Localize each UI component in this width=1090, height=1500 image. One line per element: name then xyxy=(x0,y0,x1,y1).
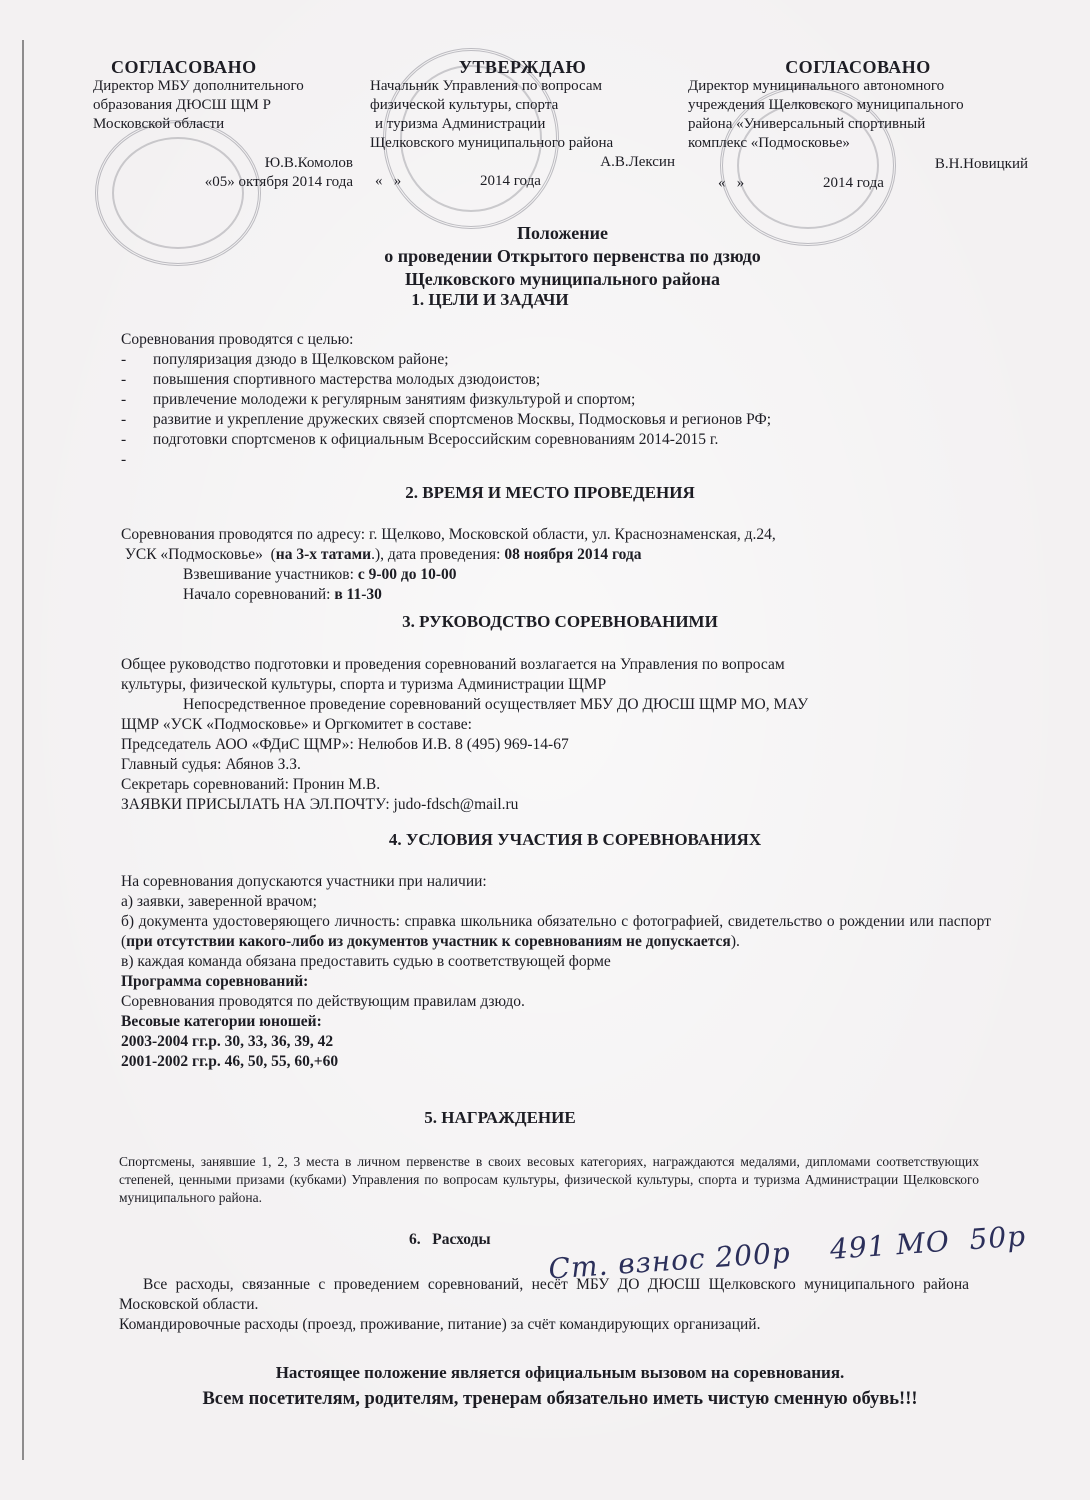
approval-center-line: Щелковского муниципального района xyxy=(370,135,614,151)
page-edge-line xyxy=(22,40,24,1460)
secretary-line: Секретарь соревнований: Пронин М.В. xyxy=(121,776,381,793)
expenses-line: Командировочные расходы (проезд, проживание, питание) за счёт командирующих организаций. xyxy=(119,1316,761,1333)
goal-item xyxy=(121,450,1001,470)
section-6-heading: 6. Расходы xyxy=(409,1231,491,1248)
approval-right-name: В.Н.Новицкий xyxy=(934,156,1028,172)
approval-center-line: Начальник Управления по вопросам xyxy=(370,78,603,94)
goal-item: - привлечение молодежи к регулярным занятиям физкультурой и спортом; xyxy=(121,390,1001,410)
docs-text: б) документа удостоверяющего личность: справка школьника обязательно с фотографией, свидетельство о рождении или паспорт ( xyxy=(121,913,991,950)
handwritten-fee-note: Ст. взнос 200р 491 МО 50р xyxy=(547,1219,1028,1286)
section-1-heading: 1. ЦЕЛИ И ЗАДАЧИ xyxy=(411,290,569,309)
approval-right-date: « » 2014 года xyxy=(718,175,884,191)
approval-center-name: А.В.Лексин xyxy=(600,154,675,170)
participation-line: а) заявки, заверенной врачом; xyxy=(121,893,317,910)
title-line-2: о проведении Открытого первенства по дзюдо xyxy=(384,246,761,266)
section-2-heading: 2. ВРЕМЯ И МЕСТО ПРОВЕДЕНИЯ xyxy=(405,483,695,502)
start-label: Начало соревнований: xyxy=(183,586,335,603)
section-3-heading: 3. РУКОВОДСТВО СОРЕВНОВАНИМИ xyxy=(402,612,718,631)
section-5-heading: 5. НАГРАЖДЕНИЕ xyxy=(424,1108,576,1127)
weigh-in-time: с 9-00 до 10-00 xyxy=(357,566,457,583)
participation-line: в) каждая команда обязана предоставить судью в соответствующей форме xyxy=(121,953,611,970)
goal-item: - развитие и укрепление дружеских связей спортсменов Москвы, Подмосковья и регионов РФ; xyxy=(121,410,1001,430)
weights-line: 2001-2002 гг.р. 46, 50, 55, 60,+60 xyxy=(121,1053,339,1070)
approval-center xyxy=(370,58,675,191)
weights-title: Весовые категории юношей: xyxy=(121,1013,322,1030)
approval-right-line: района «Универсальный спортивный xyxy=(688,116,926,132)
approval-right-line: комплекс «Подмосковье» xyxy=(688,135,850,151)
participation-line: На соревнования допускаются участники при наличии: xyxy=(121,873,487,890)
participation-docs xyxy=(121,912,991,952)
section-3-body xyxy=(121,655,1021,815)
approval-left-line: Московской области xyxy=(93,116,225,132)
footer-official-call: Настоящее положение является официальным вызовом на соревнования. xyxy=(275,1363,845,1382)
venue-line xyxy=(121,545,1021,565)
start-time: в 11-30 xyxy=(334,586,382,603)
footer-shoes-notice: Всем посетителям, родителям, тренерам обязательно иметь чистую сменную обувь!!! xyxy=(202,1389,918,1409)
approval-left-title: СОГЛАСОВАНО xyxy=(111,57,257,77)
program-title: Программа соревнований: xyxy=(121,973,309,990)
docs-warning: при отсутствии какого-либо из документов участник к соревнованиям не допускается xyxy=(126,933,731,950)
section-1-intro: Соревнования проводятся с целью: xyxy=(121,331,354,348)
weights-line: 2003-2004 гг.р. 30, 33, 36, 39, 42 xyxy=(121,1033,334,1050)
approval-right xyxy=(688,58,1028,193)
management-line: Непосредственное проведение соревнований осуществляет МБУ ДО ДЮСШ ЩМР МО, МАУ xyxy=(183,696,809,713)
document-title xyxy=(200,222,900,291)
approval-right-line: Директор муниципального автономного xyxy=(688,78,945,94)
goal-item: - популяризация дзюдо в Щелковском районе; xyxy=(121,350,1001,370)
approval-center-date: « » 2014 года xyxy=(375,173,541,189)
expenses-line: Все расходы, связанные с проведением соревнований, несёт МБУ ДО ДЮСШ Щелковского муниципального района Московской области. xyxy=(119,1276,969,1313)
approval-right-title: СОГЛАСОВАНО xyxy=(785,57,931,77)
goal-item: - подготовки спортсменов к официальным Всероссийским соревнованиям 2014-2015 г. xyxy=(121,430,1001,450)
title-line-3: Щелковского муниципального района xyxy=(404,269,721,289)
section-1-body xyxy=(121,330,1001,470)
chief-judge-line: Главный судья: Абянов З.З. xyxy=(121,756,301,773)
approval-center-title: УТВЕРЖДАЮ xyxy=(458,57,587,77)
management-line: культуры, физической культуры, спорта и туризма Администрации ЩМР xyxy=(121,676,607,693)
email-line: ЗАЯВКИ ПРИСЫЛАТЬ НА ЭЛ.ПОЧТУ: judo-fdsch@mail.ru xyxy=(121,796,519,813)
approval-left-date: «05» октября 2014 года xyxy=(204,174,353,190)
goals-list xyxy=(121,350,1001,470)
approval-center-line: и туризма Администрации xyxy=(375,116,546,132)
approval-left-line: образования ДЮСШ ЩМ Р xyxy=(93,97,271,113)
section-4-heading: 4. УСЛОВИЯ УЧАСТИЯ В СОРЕВНОВАНИЯХ xyxy=(388,830,762,849)
section-5-body: Спортсмены, занявшие 1, 2, 3 места в личном первенстве в своих весовых категориях, награждаются медалями, дипломами соответствующих степеней, ценными призами (кубками) Управления по вопросам культуры, физической культуры, спорта и туризма Администрации Щелковского муниципального района. xyxy=(119,1154,979,1205)
title-line-1: Положение xyxy=(517,223,608,243)
goal-item: - повышения спортивного мастерства молодых дзюдоистов; xyxy=(121,370,1001,390)
weigh-in-label: Взвешивание участников: xyxy=(183,566,358,583)
approval-left-name: Ю.В.Комолов xyxy=(264,155,353,171)
section-2-body xyxy=(121,525,1021,605)
approval-left xyxy=(93,58,353,192)
section-6-body xyxy=(119,1275,969,1335)
approval-left-line: Директор МБУ дополнительного xyxy=(93,78,304,94)
chairman-line: Председатель АОО «ФДиС ЩМР»: Нелюбов И.В. 8 (495) 969-14-67 xyxy=(121,736,569,753)
approval-center-line: физической культуры, спорта xyxy=(370,97,559,113)
management-line: Общее руководство подготовки и проведения соревнований возлагается на Управления по вопросам xyxy=(121,656,785,673)
management-line: ЩМР «УСК «Подмосковье» и Оргкомитет в составе: xyxy=(121,716,472,733)
weigh-in-line xyxy=(121,565,1021,585)
venue-text: .), дата проведения: xyxy=(371,546,505,563)
event-date: 08 ноября 2014 года xyxy=(504,546,642,563)
program-text: Соревнования проводятся по действующим правилам дзюдо. xyxy=(121,993,525,1010)
section-4-body xyxy=(121,872,991,1072)
venue-text: УСК «Подмосковье» ( xyxy=(121,546,276,563)
tatami-text: на 3-х татами xyxy=(275,546,372,563)
docs-text: ). xyxy=(730,933,740,950)
approval-right-line: учреждения Щелковского муниципального xyxy=(688,97,964,113)
footer xyxy=(110,1360,1010,1412)
address-line: Соревнования проводятся по адресу: г. Щелково, Московской области, ул. Краснознаменская, д.24, xyxy=(121,526,776,543)
start-line xyxy=(121,585,1021,605)
